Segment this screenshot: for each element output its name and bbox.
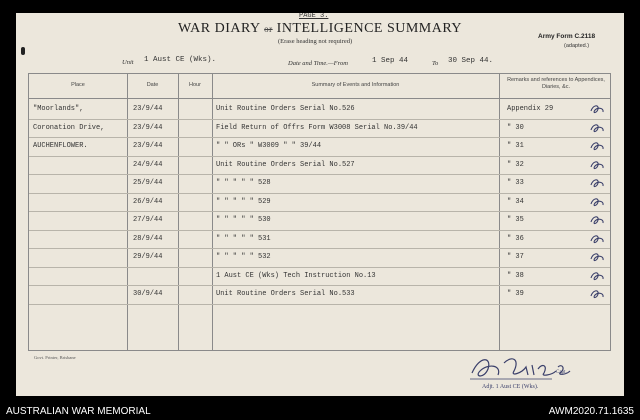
cell-date: 23/9/44 (133, 123, 163, 132)
erase-note: (Erase heading not required) (278, 38, 353, 45)
cell-date: 27/9/44 (133, 216, 163, 224)
cell-remark: " 39 (507, 290, 524, 298)
row-divider (29, 137, 610, 138)
checkmark-icon (589, 176, 607, 190)
cell-remark: " 36 (507, 234, 524, 243)
row-divider (29, 119, 610, 120)
datetime-label: Date and Time.—From (288, 60, 348, 67)
war-diary-sheet (16, 13, 624, 396)
printer-imprint: Govt. Printer, Brisbane (34, 355, 76, 360)
title-alt: INTELLIGENCE SUMMARY (276, 21, 463, 36)
cell-remark: " 38 (507, 271, 524, 280)
cell-remark: " 37 (507, 253, 524, 261)
document-title (178, 21, 462, 37)
cell-place: AUCHENFLOWER. (33, 142, 88, 150)
unit-label: Unit (122, 59, 134, 66)
column-divider (212, 74, 213, 350)
checkmark-icon (589, 139, 607, 153)
checkmark-icon (589, 232, 607, 246)
signature-rank: Capt. (556, 370, 567, 375)
cell-summary: Unit Routine Orders Serial No.527 (216, 160, 355, 169)
cell-date: 23/9/44 (133, 142, 163, 150)
cell-date: 25/9/44 (133, 179, 163, 187)
checkmark-icon (589, 269, 607, 283)
cell-remark: " 34 (507, 197, 524, 206)
cell-remark: " 30 (507, 123, 524, 132)
cell-remark: " 35 (507, 216, 524, 224)
cell-summary: Field Return of Offrs Form W3008 Serial No.39/44 (216, 123, 418, 132)
cell-remark: " 32 (507, 160, 524, 169)
cell-summary: " " " " " 529 (216, 197, 271, 206)
checkmark-icon (589, 195, 607, 209)
cell-date: 30/9/44 (133, 290, 163, 298)
title-main: WAR DIARY (178, 21, 261, 36)
checkmark-icon (589, 158, 607, 172)
cell-date: 29/9/44 (133, 253, 163, 261)
cell-place: "Moorlands", (33, 105, 84, 113)
unit-value: 1 Aust CE (Wks). (144, 56, 217, 64)
header-remarks: Remarks and references to Appendices, Diaries, &c. (507, 77, 605, 90)
header-place: Place (71, 82, 85, 88)
row-divider (29, 285, 610, 286)
cell-remark: " 31 (507, 142, 524, 150)
footer-reference: AWM2020.71.1635 (548, 406, 634, 417)
checkmark-icon (589, 102, 607, 116)
to-value: 30 Sep 44. (448, 57, 494, 65)
cell-summary: Unit Routine Orders Serial No.526 (216, 105, 355, 113)
cell-summary: " " " " " 530 (216, 216, 271, 224)
row-divider (29, 230, 610, 231)
footer-institution: AUSTRALIAN WAR MEMORIAL (6, 406, 151, 417)
form-adapted: (adapted.) (564, 43, 590, 49)
cell-summary: " " " " " 532 (216, 253, 271, 261)
cell-summary: Unit Routine Orders Serial No.533 (216, 290, 355, 298)
column-divider (178, 74, 179, 350)
from-value: 1 Sep 44 (372, 57, 409, 65)
column-divider (499, 74, 500, 350)
punch-hole (21, 47, 25, 55)
cell-remark: " 33 (507, 179, 524, 187)
form-number: Army Form C.2118 (538, 33, 596, 40)
row-divider (29, 304, 610, 305)
cell-date: 26/9/44 (133, 197, 163, 206)
title-struck: or (264, 24, 273, 34)
header-summary: Summary of Events and Information (311, 82, 400, 88)
row-divider (29, 211, 610, 212)
checkmark-icon (589, 121, 607, 135)
row-divider (29, 248, 610, 249)
checkmark-icon (589, 250, 607, 264)
cell-remark: Appendix 29 (507, 105, 554, 113)
cell-summary: 1 Aust CE (Wks) Tech Instruction No.13 (216, 271, 376, 280)
header-hour: Hour (189, 82, 201, 88)
diary-table (28, 73, 611, 351)
cell-summary: " " " " " 528 (216, 179, 271, 187)
to-label: To (432, 60, 439, 67)
row-divider (29, 156, 610, 157)
checkmark-icon (589, 213, 607, 227)
header-date: Date (146, 82, 159, 88)
cell-place: Coronation Drive, (33, 123, 105, 132)
header-divider (29, 98, 610, 99)
checkmark-icon (589, 287, 607, 301)
cell-date: 28/9/44 (133, 234, 163, 243)
row-divider (29, 174, 610, 175)
row-divider (29, 193, 610, 194)
cell-date: 24/9/44 (133, 160, 163, 169)
signature-stamp (466, 351, 576, 391)
column-divider (127, 74, 128, 350)
cell-summary: " " ORs " W3009 " " 39/44 (216, 142, 322, 150)
row-divider (29, 267, 610, 268)
cell-summary: " " " " " 531 (216, 234, 271, 243)
page-number: PAGE 3. (299, 13, 329, 20)
signature-title: Adjt. 1 Aust CE (Wks). (482, 384, 539, 390)
cell-date: 23/9/44 (133, 105, 163, 113)
